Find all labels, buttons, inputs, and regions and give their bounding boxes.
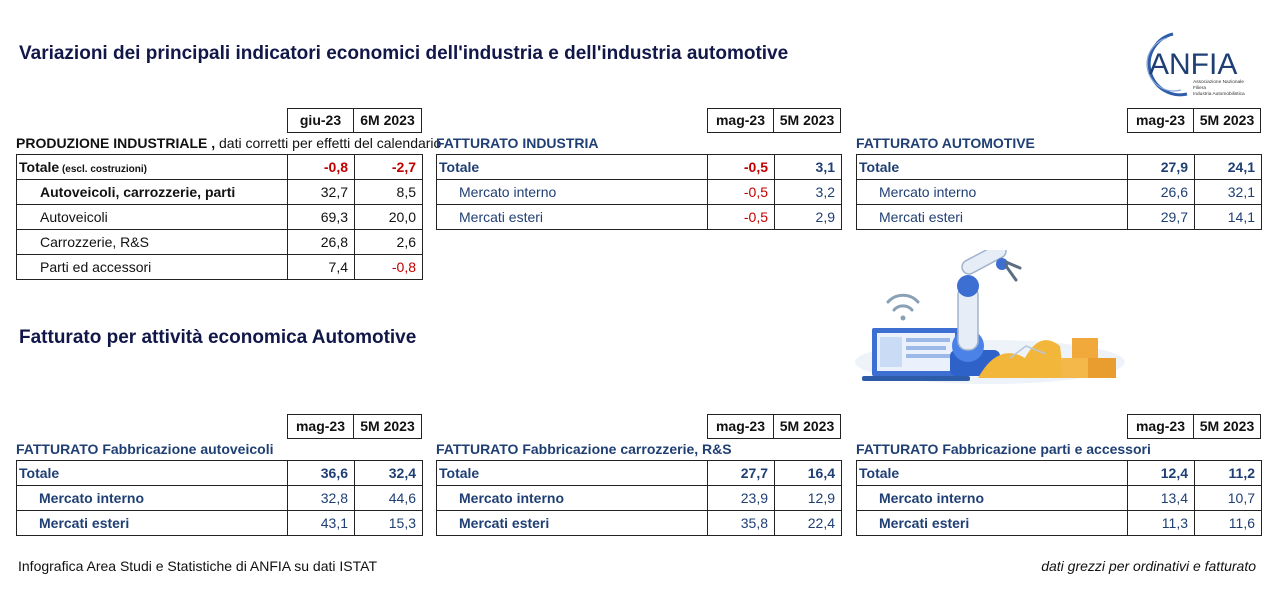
value-cell: 35,8: [708, 511, 775, 536]
table-row: [857, 461, 1262, 486]
table-row: [857, 180, 1262, 205]
value-cell: 15,3: [355, 511, 423, 536]
row-label: Mercati esteri: [857, 511, 1128, 536]
row-label: Totale: [857, 155, 1128, 180]
row-label: Totale: [437, 155, 708, 180]
value-cell: 2,6: [355, 230, 423, 255]
col-header-5m2023: 5M 2023: [1194, 414, 1261, 439]
col-header-5m2023: 5M 2023: [354, 414, 422, 439]
col-header-mag23: mag-23: [707, 414, 774, 439]
col-header-5m2023: 5M 2023: [774, 108, 841, 133]
page-title: Variazioni dei principali indicatori economici dell'industria e dell'industria automotive: [19, 43, 789, 64]
value-cell: 7,4: [288, 255, 355, 280]
table-row: [437, 486, 842, 511]
value-cell: 11,3: [1128, 511, 1195, 536]
col-header-6m2023: 6M 2023: [354, 108, 422, 133]
table-row: [17, 255, 423, 280]
table-row: [437, 205, 842, 230]
table-row: [17, 461, 423, 486]
col-header-mag23: mag-23: [707, 108, 774, 133]
row-label: Autoveicoli, carrozzerie, parti: [17, 180, 288, 205]
fab-autoveicoli-table: [16, 414, 422, 536]
col-header-5m2023: 5M 2023: [774, 414, 841, 439]
row-label: Mercato interno: [857, 486, 1128, 511]
row-label: Mercati esteri: [437, 205, 708, 230]
robot-arm-illustration: [850, 250, 1130, 385]
produzione-note: dati corretti per effetti del calendario: [215, 135, 442, 151]
value-cell: 43,1: [288, 511, 355, 536]
section-title: FATTURATO AUTOMOTIVE: [856, 135, 1035, 151]
fab-parti-table: [856, 414, 1261, 536]
value-cell: -2,7: [355, 155, 423, 180]
table-row: [857, 155, 1262, 180]
value-cell: -0,5: [708, 205, 775, 230]
logo-sub2: Filiera: [1193, 86, 1207, 91]
section-title: FATTURATO INDUSTRIA: [436, 135, 599, 151]
table-row: [437, 180, 842, 205]
value-cell: 27,7: [708, 461, 775, 486]
fatturato-automotive-table: [856, 108, 1261, 230]
row-label: Mercati esteri: [17, 511, 288, 536]
value-cell: 23,9: [708, 486, 775, 511]
row-label: Mercati esteri: [857, 205, 1128, 230]
section-title: FATTURATO Fabbricazione autoveicoli: [16, 441, 274, 457]
table-row: [17, 205, 423, 230]
row-sublabel: (escl. costruzioni): [59, 164, 147, 175]
section-title-produzione: [16, 133, 442, 154]
value-cell: 69,3: [288, 205, 355, 230]
row-label: Totale: [17, 461, 288, 486]
value-cell: -0,8: [288, 155, 355, 180]
value-cell: 11,6: [1195, 511, 1262, 536]
value-cell: 26,8: [288, 230, 355, 255]
value-cell: 22,4: [775, 511, 842, 536]
value-cell: 12,9: [775, 486, 842, 511]
section-heading-fatturato-automotive: Fatturato per attività economica Automotive: [19, 327, 417, 348]
row-label: Mercato interno: [17, 486, 288, 511]
footer-source: Infografica Area Studi e Statistiche di ANFIA su dati ISTAT: [18, 558, 377, 574]
produzione-table: [16, 108, 442, 280]
table-row: [437, 155, 842, 180]
value-cell: 20,0: [355, 205, 423, 230]
value-cell: 32,1: [1195, 180, 1262, 205]
row-label: Mercato interno: [437, 486, 708, 511]
fatturato-industria-table: [436, 108, 841, 230]
value-cell: -0,8: [355, 255, 423, 280]
logo-sub3: Industria Automobilistica: [1193, 92, 1245, 97]
section-title: FATTURATO Fabbricazione carrozzerie, R&S: [436, 441, 732, 457]
fab-carrozzerie-table: [436, 414, 841, 536]
value-cell: 12,4: [1128, 461, 1195, 486]
row-label: Parti ed accessori: [17, 255, 288, 280]
value-cell: 27,9: [1128, 155, 1195, 180]
value-cell: 32,4: [355, 461, 423, 486]
table-row: [17, 155, 423, 180]
col-header-mag23: mag-23: [1127, 108, 1194, 133]
value-cell: 44,6: [355, 486, 423, 511]
table-row: [17, 180, 423, 205]
value-cell: 16,4: [775, 461, 842, 486]
table-row: [17, 230, 423, 255]
logo-sub1: Associazione Nazionale: [1193, 80, 1244, 85]
table-row: [17, 511, 423, 536]
table-row: [437, 461, 842, 486]
wifi-icon: [888, 295, 918, 320]
value-cell: 29,7: [1128, 205, 1195, 230]
row-label: Mercato interno: [437, 180, 708, 205]
footer-note: dati grezzi per ordinativi e fatturato: [1041, 558, 1256, 574]
row-label: Mercati esteri: [437, 511, 708, 536]
value-cell: 3,1: [775, 155, 842, 180]
row-label: Totale: [857, 461, 1128, 486]
boxes: [1062, 338, 1116, 378]
value-cell: 2,9: [775, 205, 842, 230]
table-row: [857, 511, 1262, 536]
table-row: [17, 486, 423, 511]
row-label: Carrozzerie, R&S: [17, 230, 288, 255]
value-cell: 11,2: [1195, 461, 1262, 486]
table-row: [437, 511, 842, 536]
anfia-logo: [1135, 28, 1255, 100]
col-header-giu23: giu-23: [287, 108, 354, 133]
value-cell: 8,5: [355, 180, 423, 205]
table-row: [857, 205, 1262, 230]
value-cell: -0,5: [708, 155, 775, 180]
col-header-5m2023: 5M 2023: [1194, 108, 1261, 133]
value-cell: 13,4: [1128, 486, 1195, 511]
value-cell: 26,6: [1128, 180, 1195, 205]
produzione-title: PRODUZIONE INDUSTRIALE ,: [16, 135, 216, 151]
row-label: Totale: [19, 159, 60, 175]
logo-text: ANFIA: [1149, 48, 1238, 81]
value-cell: 32,8: [288, 486, 355, 511]
value-cell: -0,5: [708, 180, 775, 205]
value-cell: 10,7: [1195, 486, 1262, 511]
section-title: FATTURATO Fabbricazione parti e accessori: [856, 441, 1151, 457]
row-label: Autoveicoli: [17, 205, 288, 230]
value-cell: 32,7: [288, 180, 355, 205]
row-label: Totale: [437, 461, 708, 486]
value-cell: 3,2: [775, 180, 842, 205]
value-cell: 36,6: [288, 461, 355, 486]
col-header-mag23: mag-23: [287, 414, 354, 439]
value-cell: 14,1: [1195, 205, 1262, 230]
table-row: [857, 486, 1262, 511]
row-label: Mercato interno: [857, 180, 1128, 205]
col-header-mag23: mag-23: [1127, 414, 1194, 439]
value-cell: 24,1: [1195, 155, 1262, 180]
